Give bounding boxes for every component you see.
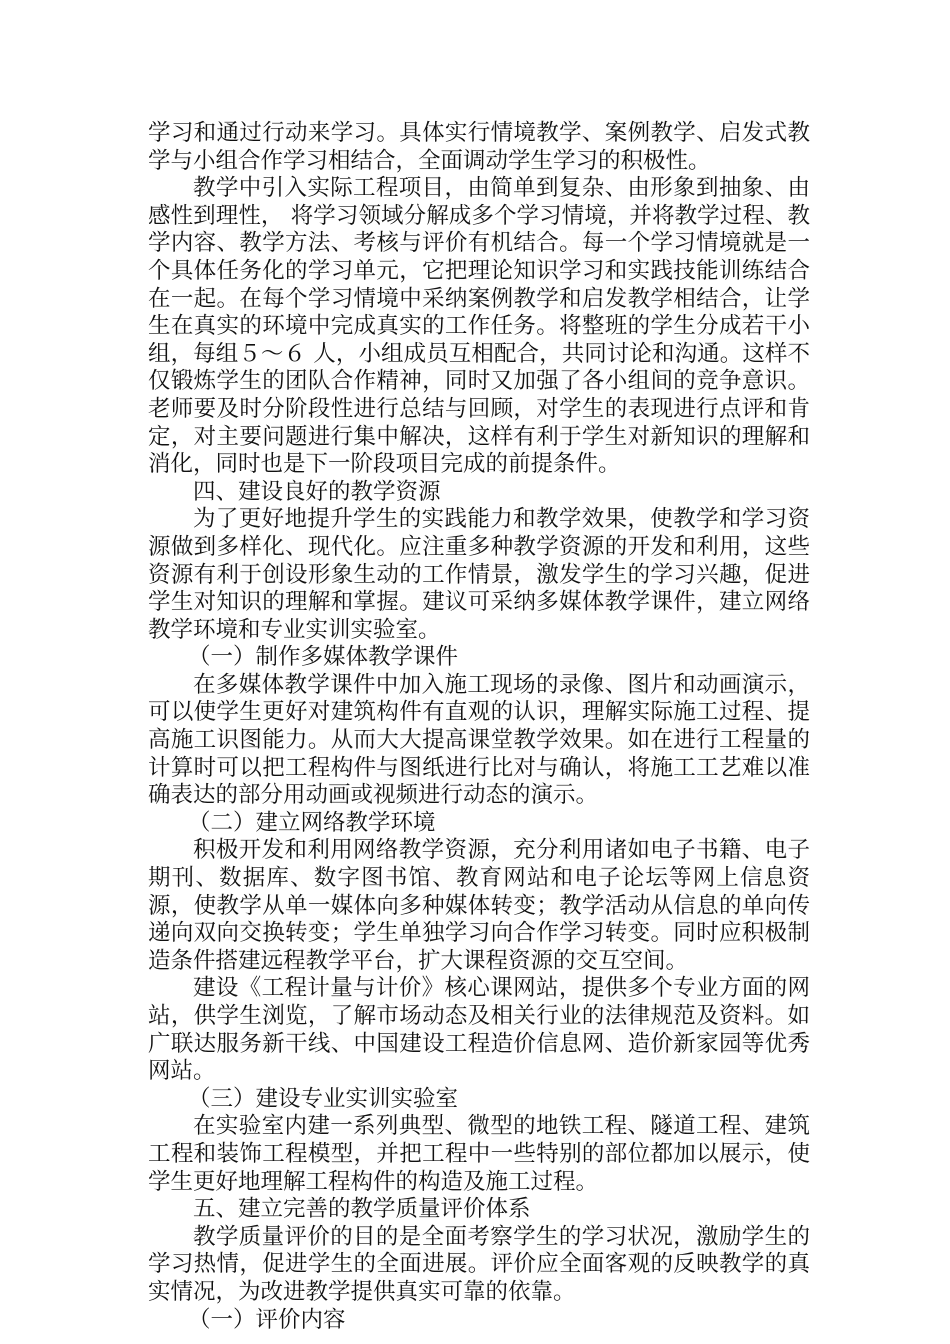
paragraph-evaluation: 教学质量评价的目的是全面考察学生的学习状况，激励学生的学习热情，促进学生的全面进展。评价应全面客观的反映教学的真实情况，为改进教学提供真实可靠的依靠。 (148, 1223, 810, 1305)
subheading-evaluation-content: （一）评价内容 (188, 1306, 346, 1333)
paragraph-continuation: 学习和通过行动来学习。具体实行情境教学、案例教学、启发式教学与小组合作学习相结合，全面调动学生学习的积极性。 (148, 120, 810, 174)
paragraph-project-teaching: 教学中引入实际工程项目，由简单到复杂、由形象到抽象、由感性到理性， 将学习领域分解成多个学习情境，并将教学过程、教学内容、教学方法、考核与评价有机结合。每一个学习情境就是一个具体任务化的学习单元，它把理论知识学习和实践技能训练结合在一起。在每个学习情境中采纳案例教学和启发教学相结合，让学生在真实的环境中完成真实的工作任务。将整班的学生分成若干小组，每组５～６ 人，小组成员互相配合，共同讨论和沟通。这样不仅锻炼学生的团队合作精神，同时又加强了各小组间的竞争意识。老师要及时分阶段性进行总结与回顾，对学生的表现进行点评和肯定，对主要问题进行集中解决，这样有利于学生对新知识的理解和消化，同时也是下一阶段项目完成的前提条件。 (148, 175, 810, 478)
paragraph-multimedia: 在多媒体教学课件中加入施工现场的录像、图片和动画演示，可以使学生更好对建筑构件有直观的认识，理解实际施工过程、提高施工识图能力。从而大大提高课堂教学效果。如在进行工程量的计算时可以把工程构件与图纸进行比对与确认，将施工工艺难以准确表达的部分用动画或视频进行动态的演示。 (148, 671, 810, 809)
paragraph-resources: 为了更好地提升学生的实践能力和教学效果，使教学和学习资源做到多样化、现代化。应注重多种教学资源的开发和利用，这些资源有利于创设形象生动的工作情景，激发学生的学习兴趣，促进学生对知识的理解和掌握。建议可采纳多媒体教学课件，建立网络教学环境和专业实训实验室。 (148, 506, 810, 643)
subheading-multimedia: （一）制作多媒体教学课件 (188, 644, 459, 671)
paragraph-network: 积极开发和利用网络教学资源，充分利用诸如电子书籍、电子期刊、数据库、数字图书馆、教育网站和电子论坛等网上信息资源，使教学从单一媒体向多种媒体转变；教学活动从信息的单向传递向双向交换转变；学生单独学习向合作学习转变。同时应积极制造条件搭建远程教学平台，扩大课程资源的交互空间。 (148, 837, 810, 974)
document-body (148, 120, 810, 1334)
subheading-network: （二）建立网络教学环境 (188, 809, 436, 836)
section-heading-4: 四、建设良好的教学资源 (193, 478, 441, 505)
subheading-lab: （三）建设专业实训实验室 (188, 1085, 459, 1112)
paragraph-lab: 在实验室内建一系列典型、微型的地铁工程、隧道工程、建筑工程和装饰工程模型，并把工程中一些特别的部位都加以展示，使学生更好地理解工程构件的构造及施工过程。 (148, 1113, 810, 1195)
paragraph-website: 建设《工程计量与计价》核心课网站，提供多个专业方面的网站，供学生浏览，了解市场动态及相关行业的法律规范及资料。如广联达服务新干线、中国建设工程造价信息网、造价新家园等优秀网站。 (148, 975, 810, 1085)
section-heading-5: 五、建立完善的教学质量评价体系 (193, 1196, 531, 1223)
